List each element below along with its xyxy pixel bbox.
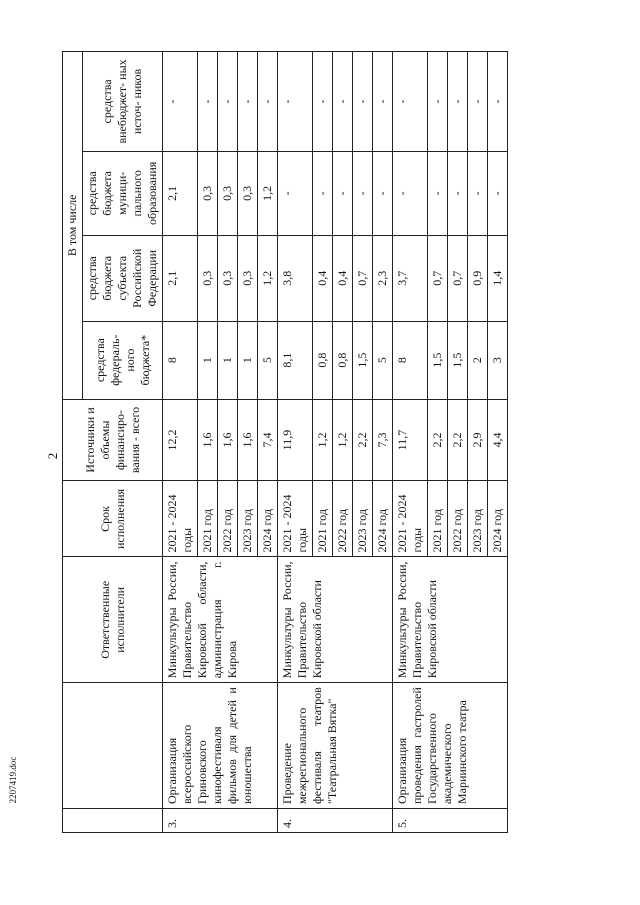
cell-term: 2023 год	[468, 481, 488, 557]
cell-regional: 0,4	[313, 235, 333, 321]
cell-regional: 3,7	[393, 235, 428, 321]
header-responsible: Ответственные исполнители	[63, 557, 163, 683]
page-number: 2	[45, 452, 60, 460]
cell-municipal: 0,3	[198, 151, 218, 235]
cell-term: 2023 год	[353, 481, 373, 557]
row-name: Организация проведения гастролей Государственного академического Мариинского театра	[393, 683, 508, 809]
cell-term: 2024 год	[488, 481, 508, 557]
table-row	[163, 52, 198, 833]
cell-total: 7,4	[258, 399, 278, 481]
cell-federal: 3	[488, 321, 508, 399]
cell-federal: 8	[393, 321, 428, 399]
cell-term: 2024 год	[258, 481, 278, 557]
row-name: Организация всероссийского Гриновского кинофестиваля фильмов для детей и юношества	[163, 683, 278, 809]
cell-municipal: -	[468, 151, 488, 235]
cell-federal: 1	[238, 321, 258, 399]
cell-federal: 1,5	[428, 321, 448, 399]
cell-term: 2022 год	[333, 481, 353, 557]
cell-regional: 0,7	[448, 235, 468, 321]
cell-extra: -	[313, 52, 333, 152]
cell-term: 2022 год	[448, 481, 468, 557]
cell-total: 1,6	[198, 399, 218, 481]
cell-federal: 1	[198, 321, 218, 399]
header-municipal: средства бюджета муници- пального образования	[83, 151, 163, 235]
cell-extra: -	[218, 52, 238, 152]
cell-regional: 2,1	[163, 235, 198, 321]
cell-term: 2021 - 2024 годы	[393, 481, 428, 557]
cell-total: 1,2	[313, 399, 333, 481]
row-responsible: Минкультуры России, Правительство Кировской области	[278, 557, 393, 683]
cell-term: 2021 год	[428, 481, 448, 557]
cell-municipal: -	[313, 151, 333, 235]
row-number: 3.	[163, 809, 278, 833]
row-number: 4.	[278, 809, 393, 833]
cell-federal: 0,8	[333, 321, 353, 399]
cell-municipal: 0,3	[238, 151, 258, 235]
cell-regional: 0,3	[238, 235, 258, 321]
cell-total: 11,7	[393, 399, 428, 481]
cell-term: 2021 год	[313, 481, 333, 557]
cell-total: 2,2	[428, 399, 448, 481]
table-row	[278, 52, 313, 833]
cell-regional: 0,3	[218, 235, 238, 321]
cell-extra: -	[373, 52, 393, 152]
cell-extra: -	[163, 52, 198, 152]
cell-federal: 1,5	[353, 321, 373, 399]
cell-federal: 8,1	[278, 321, 313, 399]
cell-municipal: 0,3	[218, 151, 238, 235]
cell-federal: 1	[218, 321, 238, 399]
cell-municipal: -	[393, 151, 428, 235]
cell-total: 1,2	[333, 399, 353, 481]
row-number: 5.	[393, 809, 508, 833]
cell-term: 2023 год	[238, 481, 258, 557]
table-row	[393, 52, 428, 833]
cell-extra: -	[428, 52, 448, 152]
cell-regional: 3,8	[278, 235, 313, 321]
cell-extra: -	[448, 52, 468, 152]
financing-table	[62, 51, 508, 833]
cell-municipal: -	[353, 151, 373, 235]
header-total: Источники и объемы финансиро- вания - всего	[63, 399, 163, 481]
row-responsible: Минкультуры России, Правительство Кировской области	[393, 557, 508, 683]
cell-total: 7,3	[373, 399, 393, 481]
cell-extra: -	[198, 52, 218, 152]
cell-regional: 2,3	[373, 235, 393, 321]
cell-extra: -	[258, 52, 278, 152]
cell-municipal: -	[373, 151, 393, 235]
cell-total: 11,9	[278, 399, 313, 481]
table-body	[163, 52, 508, 833]
cell-regional: 0,3	[198, 235, 218, 321]
cell-regional: 1,4	[488, 235, 508, 321]
cell-total: 4,4	[488, 399, 508, 481]
cell-extra: -	[238, 52, 258, 152]
header-regional: средства бюджета субъекта Российской Федерации	[83, 235, 163, 321]
header-term: Срок исполнения	[63, 481, 163, 557]
header-number	[63, 809, 163, 833]
header-including: В том числе	[63, 52, 83, 400]
cell-total: 2,9	[468, 399, 488, 481]
cell-total: 2,2	[448, 399, 468, 481]
cell-federal: 1,5	[448, 321, 468, 399]
cell-extra: -	[488, 52, 508, 152]
cell-extra: -	[468, 52, 488, 152]
cell-term: 2021 - 2024 годы	[278, 481, 313, 557]
cell-federal: 0,8	[313, 321, 333, 399]
cell-total: 1,6	[238, 399, 258, 481]
row-name: Проведение межрегионального фестиваля театров "Театральная Вятка"	[278, 683, 393, 809]
cell-municipal: 2,1	[163, 151, 198, 235]
cell-federal: 2	[468, 321, 488, 399]
cell-extra: -	[393, 52, 428, 152]
cell-regional: 0,7	[428, 235, 448, 321]
header-federal: средства федераль- ного бюджета*	[83, 321, 163, 399]
cell-regional: 0,7	[353, 235, 373, 321]
footer-file-name: 2207419.doc	[8, 756, 18, 804]
cell-total: 2,2	[353, 399, 373, 481]
cell-municipal: -	[488, 151, 508, 235]
cell-municipal: -	[333, 151, 353, 235]
cell-municipal: -	[448, 151, 468, 235]
cell-term: 2021 год	[198, 481, 218, 557]
row-responsible: Минкультуры России, Правительство Кировской области, администрация г. Кирова	[163, 557, 278, 683]
cell-regional: 1,2	[258, 235, 278, 321]
header-name	[63, 683, 163, 809]
cell-extra: -	[353, 52, 373, 152]
cell-municipal: -	[278, 151, 313, 235]
header-extrabudget: средства внебюджет- ных источ- ников	[83, 52, 163, 152]
cell-federal: 5	[258, 321, 278, 399]
cell-term: 2022 год	[218, 481, 238, 557]
cell-term: 2021 - 2024 годы	[163, 481, 198, 557]
cell-term: 2024 год	[373, 481, 393, 557]
table-header	[63, 52, 163, 833]
cell-federal: 8	[163, 321, 198, 399]
cell-regional: 0,4	[333, 235, 353, 321]
cell-municipal: 1,2	[258, 151, 278, 235]
cell-extra: -	[278, 52, 313, 152]
cell-total: 12,2	[163, 399, 198, 481]
cell-federal: 5	[373, 321, 393, 399]
cell-extra: -	[333, 52, 353, 152]
cell-regional: 0,9	[468, 235, 488, 321]
cell-municipal: -	[428, 151, 448, 235]
cell-total: 1,6	[218, 399, 238, 481]
